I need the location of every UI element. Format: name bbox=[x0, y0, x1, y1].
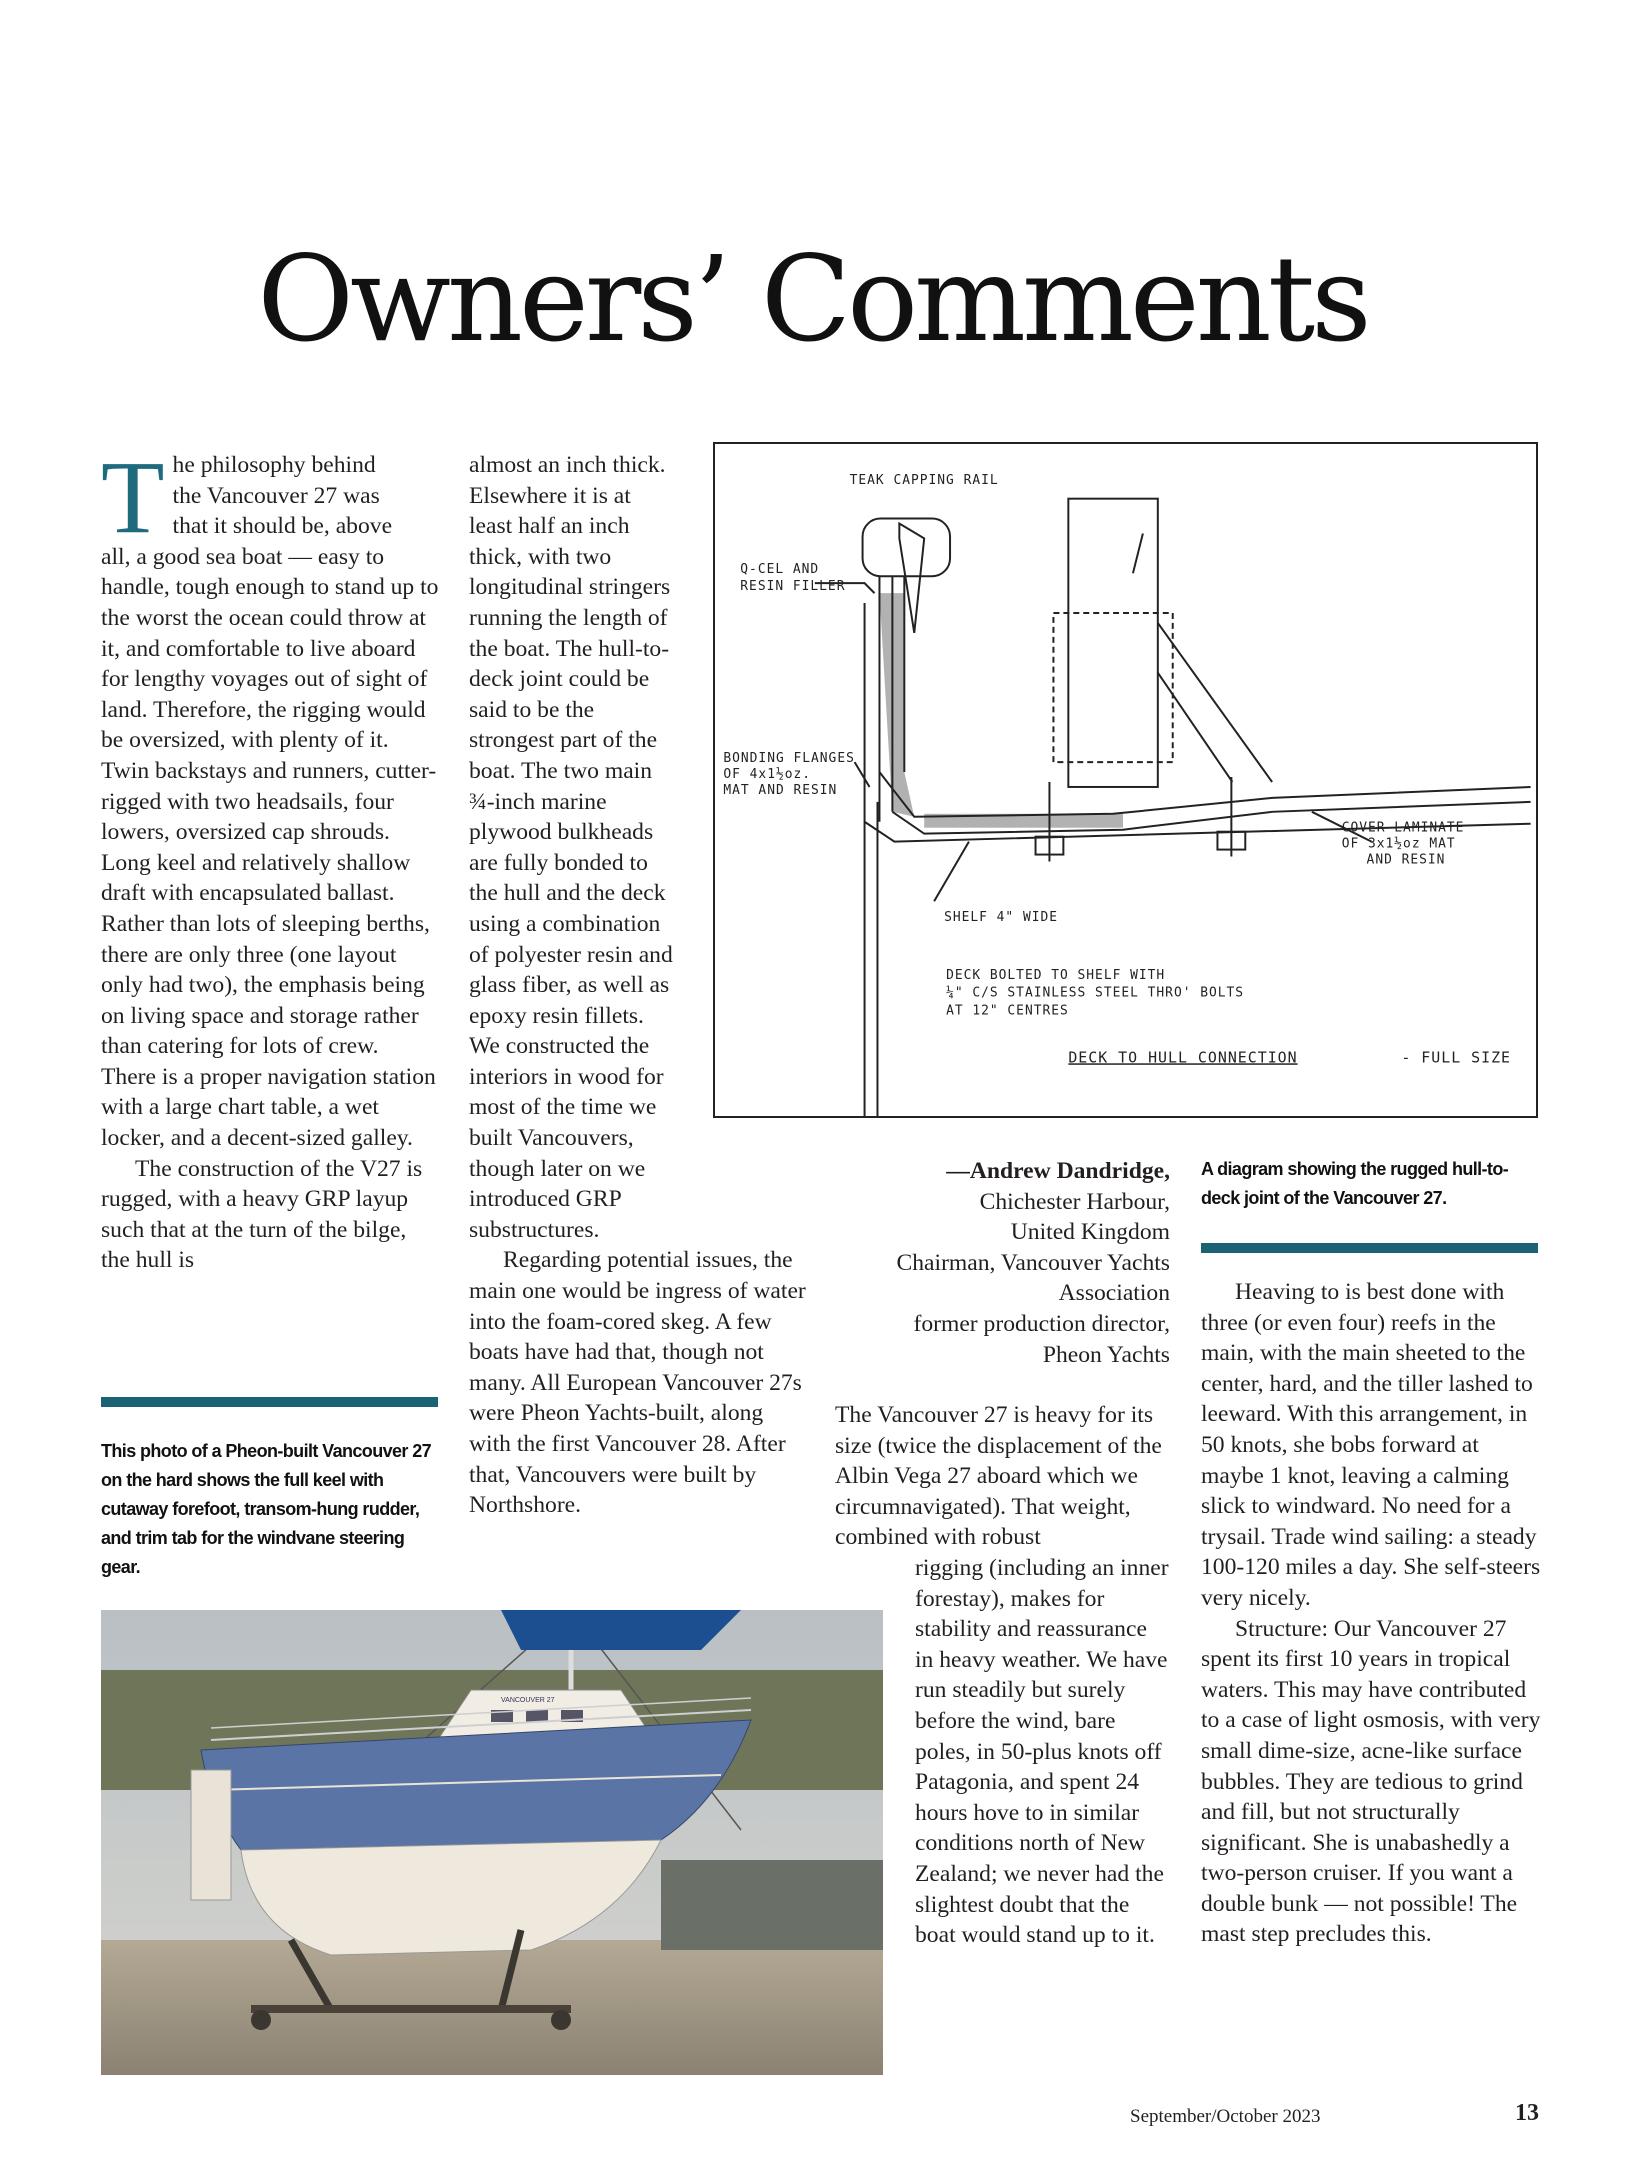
caption-rule-photo bbox=[101, 1397, 438, 1407]
qcel-fill bbox=[879, 593, 914, 817]
diagram-caption: A diagram showing the rugged hull-to-deck joint of the Vancouver 27. bbox=[1201, 1159, 1509, 1208]
label-cover-3: AND RESIN bbox=[1366, 852, 1446, 868]
author-line-2: United Kingdom bbox=[1010, 1219, 1170, 1246]
photo-water bbox=[661, 1860, 883, 1950]
label-cover-1: COVER LAMINATE bbox=[1341, 820, 1465, 836]
col3-paragraph-bottom: rigging (including an inner forestay), makes for stability and reassurance in heavy weather. We have run steadily but surely before the wind, bare poles, in 50-plus knots off Patagonia, and spent 24 hours hove to in similar conditions north of New Zealand; we never had the slightest doubt that the boat would stand up to it. bbox=[915, 1554, 1169, 1949]
author-line-5: former production director, bbox=[913, 1310, 1170, 1337]
author-name: —Andrew Dandridge, bbox=[946, 1158, 1170, 1184]
drop-cap: T bbox=[101, 440, 165, 555]
lead-line-3: that it should be, above bbox=[172, 513, 393, 540]
author-line-6: Pheon Yachts bbox=[1042, 1341, 1170, 1368]
author-line-1: Chichester Harbour, bbox=[979, 1188, 1170, 1215]
label-cover-2: OF 3x1½oz MAT bbox=[1341, 836, 1456, 852]
paragraph-2: The construction of the V27 is rugged, with a heavy GRP layup such that at the turn of the bilge, the hull is bbox=[101, 1155, 423, 1274]
page-number: 13 bbox=[1515, 2100, 1539, 2126]
label-bolt-1: DECK BOLTED TO SHELF WITH bbox=[946, 967, 1166, 983]
label-bolt-2: ¼" C/S STAINLESS STEEL THRO' BOLTS bbox=[946, 985, 1245, 1001]
boat-photo bbox=[101, 1610, 883, 2075]
label-qcel-2: RESIN FILLER bbox=[740, 579, 846, 595]
article-column-1 bbox=[101, 440, 439, 1276]
col2-paragraph-1: almost an inch thick. Elsewhere it is at least half an inch thick, with two longitudinal stringers running the length of the boat. The hull-to-deck joint could be said to be the strongest part of the boat. The two main ¾-inch marine plywood bulkheads are fully bonded to the hull and the deck using a combination of polyester resin and glass fiber, as well as epoxy resin fillets. We constructed the interiors in wood for most of the time we built Vancouvers, though later on we introduced GRP substructures. bbox=[469, 452, 673, 1243]
author-signature bbox=[830, 1156, 1170, 1370]
label-bolt-3: AT 12" CENTRES bbox=[946, 1003, 1069, 1019]
label-bond-1: BONDING FLANGES bbox=[723, 751, 855, 767]
label-diagram-title: DECK TO HULL CONNECTION bbox=[1068, 1048, 1298, 1067]
hull-name: VANCOUVER 27 bbox=[501, 1697, 555, 1704]
label-teak: TEAK CAPPING RAIL bbox=[849, 472, 999, 488]
author-line-3: Chairman, Vancouver Yachts bbox=[896, 1249, 1170, 1276]
label-bond-3: MAT AND RESIN bbox=[723, 782, 838, 798]
photo-caption: This photo of a Pheon-built Vancouver 27 on the hard shows the full keel with cutaway forefoot, transom-hung rudder, and trim tab for the windvane steering gear. bbox=[101, 1441, 432, 1577]
label-bond-2: OF 4x1½oz. bbox=[723, 767, 812, 783]
author-line-4: Association bbox=[1058, 1280, 1170, 1307]
caption-rule-diagram bbox=[1201, 1243, 1538, 1253]
hull-deck-joint-diagram bbox=[713, 442, 1538, 1118]
lead-line-2: the Vancouver 27 was bbox=[172, 482, 380, 509]
col3-paragraph-top: The Vancouver 27 is heavy for its size (twice the displacement of the Albin Vega 27 aboard which we circumnavigated). That weight, combined with robust bbox=[835, 1402, 1162, 1551]
label-diagram-size: - FULL SIZE bbox=[1401, 1048, 1512, 1067]
paragraph-1: all, a good sea boat — easy to handle, tough enough to stand up to the worst the ocean could throw at it, and comfortable to live aboard for lengthy voyages out of sight of land. Therefore, the rigging would be oversized, with plenty of it. Twin backstays and runners, cutter-rigged with two headsails, four lowers, oversized cap shrouds. Long keel and relatively shallow draft with encapsulated ballast. Rather than lots of sleeping berths, there are only three (one layout only had two), the emphasis being on living space and storage rather than catering for lots of crew. There is a proper navigation station with a large chart table, a wet locker, and a decent-sized galley. bbox=[101, 543, 439, 1152]
footer-date: September/October 2023 bbox=[1130, 2106, 1321, 2127]
page-title: Owners’ Comments bbox=[257, 230, 1368, 368]
label-shelf: SHELF 4" WIDE bbox=[944, 910, 1059, 926]
diagram-drawing bbox=[715, 444, 1536, 1116]
label-qcel-1: Q-CEL AND bbox=[740, 562, 820, 578]
lead-line-1: he philosophy behind bbox=[172, 452, 376, 478]
sail-cover bbox=[501, 1610, 741, 1650]
col4-paragraph-1: Heaving to is best done with three (or even four) reefs in the main, with the main sheeted to the center, hard, and the tiller lashed to leeward. With this arrangement, in 50 knots, she bobs forward at maybe 1 knot, leaving a calming slick to windward. No need for a trysail. Trade wind sailing: a steady 100-120 miles a day. She self-steers very nicely. bbox=[1201, 1279, 1541, 1611]
col4-paragraph-2: Structure: Our Vancouver 27 spent its first 10 years in tropical waters. This may have contributed to a case of light osmosis, with very small dime-size, acne-like surface bubbles. They are tedious to grind and fill, but not structurally significant. She is unabashedly a two-person cruiser. If you want a double bunk — not possible! The mast step precludes this. bbox=[1201, 1615, 1541, 1948]
rudder bbox=[191, 1770, 231, 1900]
cradle-base bbox=[251, 2005, 571, 2013]
article-column-3 bbox=[835, 1400, 1170, 1951]
article-column-4 bbox=[1201, 1277, 1541, 1950]
col2-paragraph-2: Regarding potential issues, the main one would be ingress of water into the foam-cored skeg. A few boats have had that, though not many. All European Vancouver 27s were Pheon Yachts-built, along with the first Vancouver 28. After that, Vancouvers were built by Northshore. bbox=[469, 1247, 806, 1519]
